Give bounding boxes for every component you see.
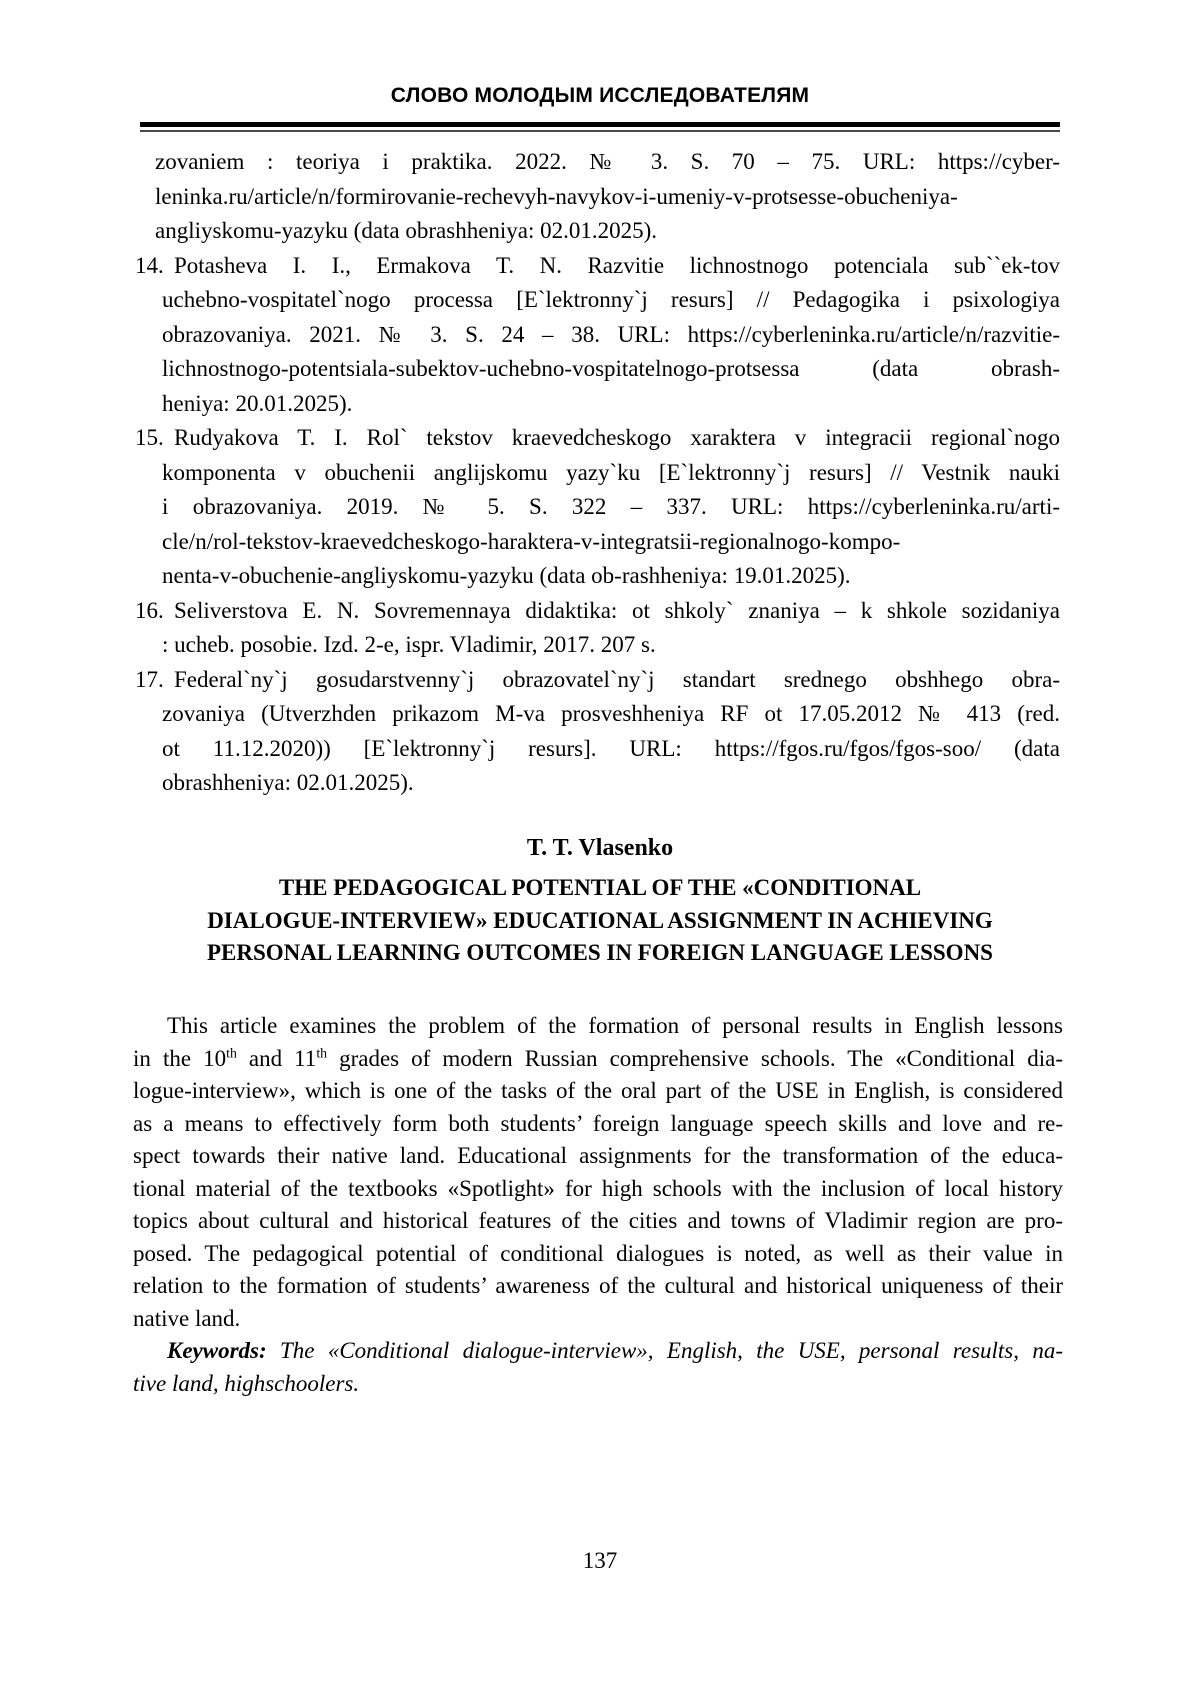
text-line: obrashheniya: 02.01.2025). xyxy=(162,770,414,795)
text-line: THE PEDAGOGICAL POTENTIAL OF THE «CONDITIONAL xyxy=(278,875,922,900)
page-number: 137 xyxy=(582,1548,618,1573)
reference-lines xyxy=(162,628,1060,663)
reference-lines xyxy=(162,283,1060,421)
text-line: leninka.ru/article/n/formirovanie-rechevyh-navykov-i-umeniy-v-protsesse-obucheniya- xyxy=(155,183,958,209)
abstract-lines xyxy=(133,1075,1063,1335)
text-line: logue-interview», which is one of the tasks of the oral part of the USE in English, is considered xyxy=(133,1078,1063,1103)
text-line: cle/n/rol-tekstov-kraevedcheskogo-haraktera-v-integratsii-regionalnogo-kompo- xyxy=(162,528,901,554)
article-author: T. T. Vlasenko xyxy=(526,835,674,861)
text-line: posed. The pedagogical potential of conditional dialogues is noted, as well as their value in xyxy=(133,1240,1063,1266)
reference-item-16 xyxy=(135,594,1060,663)
reference-line: Federal`ny`j gosudarstvenny`j obrazovatel`ny`j standart srednego obshhego obra- xyxy=(174,666,1060,692)
header-rule-thick xyxy=(140,122,1060,127)
reference-lines xyxy=(162,456,1060,594)
text-line: native land. xyxy=(133,1305,241,1331)
abstract-line-superscripts xyxy=(133,1043,1063,1076)
keywords-text: tive land, highschoolers. xyxy=(133,1370,360,1396)
text-line: nenta-v-obuchenie-angliyskomu-yazyku (data ob-rashheniya: 19.01.2025). xyxy=(162,563,851,588)
reference-line: Seliverstova E. N. Sovremennaya didaktika: ot shkoly` znaniya – k shkole sozidaniya xyxy=(174,597,1060,623)
reference-number: 14. xyxy=(135,252,164,278)
keywords-label: Keywords: xyxy=(167,1338,267,1363)
text-line: lichnostnogo-potentsiala-subektov-uchebno-vospitatelnogo-protsessa (data obrash- xyxy=(162,356,1060,381)
text-line: : ucheb. posobie. Izd. 2-e, ispr. Vladimir, 2017. 207 s. xyxy=(162,632,656,657)
text-line: angliyskomu-yazyku (data obrashheniya: 02.01.2025). xyxy=(155,218,658,243)
article-abstract xyxy=(133,1010,1063,1400)
abstract-line: This article examines the problem of the formation of personal results in English lessons xyxy=(167,1013,1063,1038)
text-line: zovaniya (Utverzhden prikazom M-va prosveshheniya RF ot 17.05.2012 № 413 (red. xyxy=(162,701,1060,726)
text-line: uchebno-vospitatel`nogo processa [E`lektronny`j resurs] // Pedagogika i psixologiya xyxy=(162,287,1060,312)
text-line: topics about cultural and historical features of the cities and towns of Vladimir region are pro- xyxy=(133,1208,1063,1233)
reference-line: Rudyakova T. I. Rol` tekstov kraevedcheskogo xaraktera v integracii regional`nogo xyxy=(174,425,1060,450)
reference-item-15 xyxy=(135,421,1060,594)
text-line: DIALOGUE-INTERVIEW» EDUCATIONAL ASSIGNMENT IN ACHIEVING xyxy=(207,907,993,933)
text-line: zovaniem : teoriya i praktika. 2022. № 3. S. 70 – 75. URL: https://cyber- xyxy=(155,149,1060,174)
reference-line: Potasheva I. I., Ermakova T. N. Razvitie lichnostnogo potenciala sub``ek-tov xyxy=(174,252,1060,278)
text-line: tional material of the textbooks «Spotlight» for high schools with the inclusion of local history xyxy=(133,1175,1063,1201)
text-line: obrazovaniya. 2021. № 3. S. 24 – 38. URL: https://cyberleninka.ru/article/n/razvitie- xyxy=(162,321,1060,347)
article-title xyxy=(140,872,1060,970)
keywords-line xyxy=(133,1335,1063,1368)
keywords-text: The «Conditional dialogue-interview», English, the USE, personal results, na- xyxy=(266,1338,1063,1363)
reference-item-14 xyxy=(135,249,1060,422)
reference-number: 16. xyxy=(135,597,164,623)
text-line: PERSONAL LEARNING OUTCOMES IN FOREIGN LANGUAGE LESSONS xyxy=(207,940,993,965)
text-line: relation to the formation of students’ awareness of the cultural and historical uniqueness of their xyxy=(133,1273,1063,1298)
running-header-section-title: СЛОВО МОЛОДЫМ ИССЛЕДОВАТЕЛЯМ xyxy=(390,84,810,107)
reference-number: 15. xyxy=(135,425,164,450)
abstract-text-segment: and 11 xyxy=(236,1045,317,1071)
reference-number: 17. xyxy=(135,666,164,692)
reference-item-17 xyxy=(135,663,1060,801)
reference-13-continuation xyxy=(155,145,1060,249)
references-list xyxy=(135,145,1060,801)
text-line: spect towards their native land. Educational assignments for the transformation of the educa- xyxy=(133,1143,1063,1168)
reference-lines xyxy=(162,697,1060,801)
abstract-text-segment: in the 10 xyxy=(133,1045,227,1071)
text-line: as a means to effectively form both students’ foreign language speech skills and love and re- xyxy=(133,1110,1063,1136)
text-line: ot 11.12.2020)) [E`lektronny`j resurs]. URL: https://fgos.ru/fgos/fgos-soo/ (data xyxy=(162,735,1060,761)
header-rule-thin xyxy=(140,130,1060,132)
ordinal-superscript: th xyxy=(226,1044,237,1060)
text-line: heniya: 20.01.2025). xyxy=(162,390,353,416)
ordinal-superscript: th xyxy=(316,1044,328,1060)
text-line: komponenta v obuchenii anglijskomu yazy`ku [E`lektronny`j resurs] // Vestnik nauki xyxy=(162,459,1060,485)
keywords-line xyxy=(133,1368,1063,1401)
text-line: i obrazovaniya. 2019. № 5. S. 322 – 337. URL: https://cyberleninka.ru/arti- xyxy=(162,494,1060,519)
abstract-text-segment: grades of modern Russian comprehensive schools. The «Conditional dia- xyxy=(327,1045,1064,1071)
